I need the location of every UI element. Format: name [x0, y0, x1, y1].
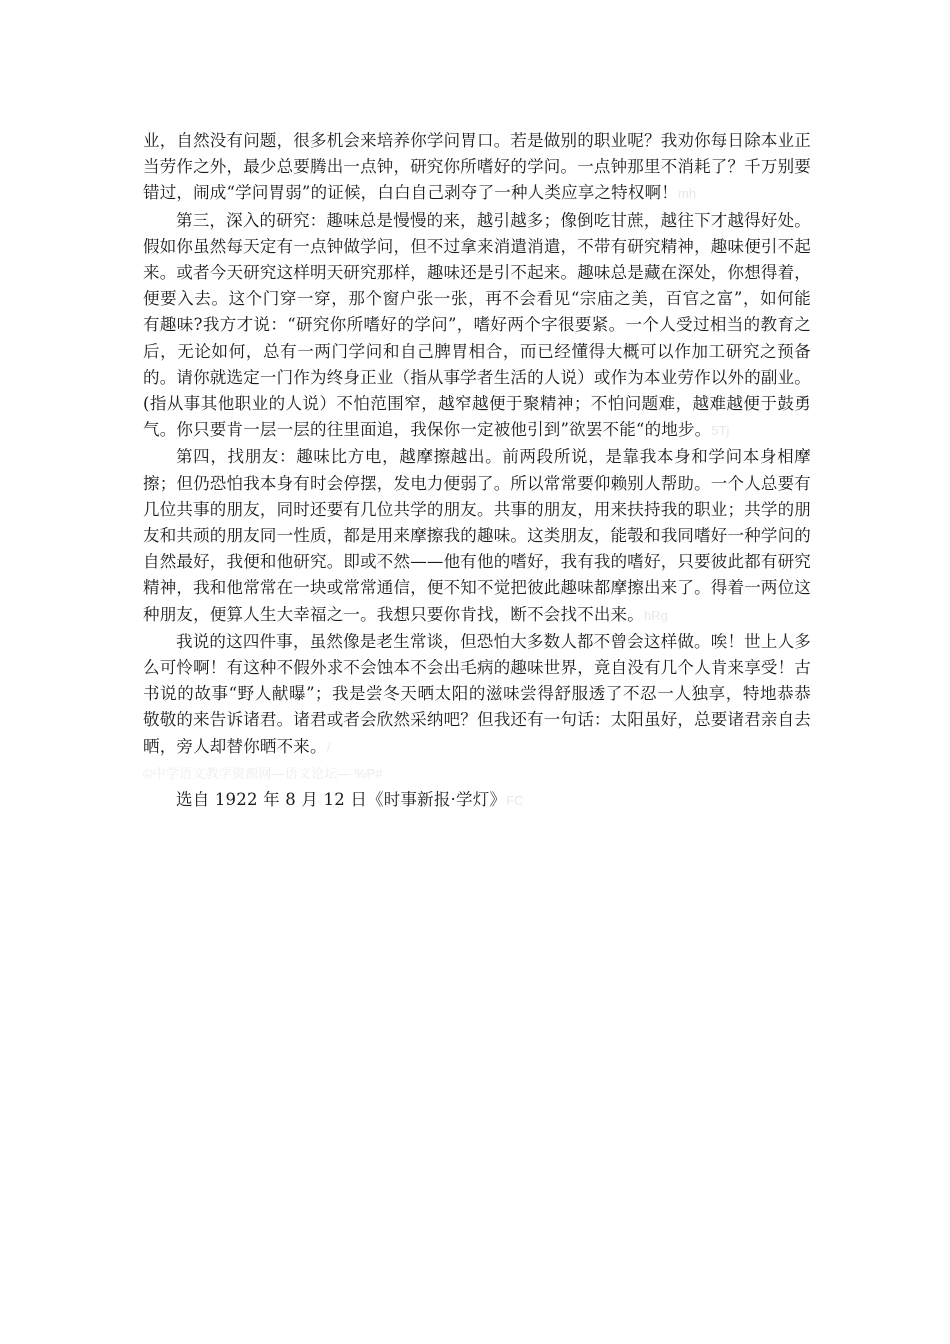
watermark-fragment: FC: [506, 793, 524, 809]
paragraph-text: 第四，找朋友：趣味比方电，越摩擦越出。前两段所说，是靠我本身和学问本身相摩擦；但仍恐怕我本身有时会停摆，发电力便弱了。所以常常要仰赖别人帮助。一个人总要有几位共事的朋友，同时还要有几位共学的朋友。共事的朋友，用来扶持我的职业；共学的朋友和共顽的朋友同一性质，都是用来摩擦我的趣味。这类朋友，能彀和我同嗜好一种学问的自然最好，我便和他研究。即或不然——他有他的嗜好，我有我的嗜好，只要彼此都有研究精神，我和他常常在一块或常常通信，便不知不觉把彼此趣味都摩擦出来了。得着一两位这种朋友，便算人生大幸福之一。我想只要你肯找，断不会找不出来。: [143, 447, 811, 624]
paragraph-text: 业，自然没有问题，很多机会来培养你学问胃口。若是做别的职业呢？我劝你每日除本业正当劳作之外，最少总要腾出一点钟，研究你所嗜好的学问。一点钟那里不消耗了？千万别要错过，闹成“学问胃弱”的证候，白白自己剥夺了一种人类应享之特权啊！: [143, 131, 811, 203]
paragraph-text: 第三，深入的研究：趣味总是慢慢的来，越引越多；像倒吃甘蔗，越往下才越得好处。假如你虽然每天定有一点钟做学问，但不过拿来消遣消遣，不带有研究精神，趣味便引不起来。或者今天研究这样明天研究那样，趣味还是引不起来。趣味总是藏在深处，你想得着，便要入去。这个门穿一穿，那个窗户张一张，再不会看见“宗庙之美，百官之富”，如何能有趣味?我方才说：“研究你所嗜好的学问”，嗜好两个字很要紧。一个人受过相当的教育之后，无论如何，总有一两门学问和自己脾胃相合，而已经懂得大概可以作加工研究之预备的。请你就选定一门作为终身正业（指从事学者生活的人说）或作为本业劳作以外的副业。(指从事其他职业的人说）不怕范围窄，越窄越便于聚精神；不怕问题难，越难越便于鼓勇气。你只要肯一层一层的往里面追，我保你一定被他引到”欲罢不能“的地步。: [143, 210, 811, 440]
paragraph-continuation: [143, 128, 811, 208]
watermark-fragment: 5Tj: [711, 423, 730, 439]
watermark-line: ©中学语文教学资源网—语文论坛— %P#: [143, 765, 383, 781]
paragraph-fourth-point: [143, 444, 811, 628]
article-body: [143, 128, 811, 814]
paragraph-conclusion: [143, 629, 811, 761]
watermark-fragment: /: [326, 739, 331, 755]
watermark-fragment: hRg: [644, 607, 668, 623]
paragraph-text: 我说的这四件事，虽然像是老生常谈，但恐怕大多数人都不曾会这样做。唉！世上人多么可怜啊！有这种不假外求不会蚀本不会出毛病的趣味世界，竟自没有几个人肯来享受！古书说的故事“野人献曝”；我是尝冬天晒太阳的滋味尝得舒服透了不忍一人独享，特地恭恭敬敬的来告诉诸君。诸君或者会欣然采纳吧？但我还有一句话：太阳虽好，总要诸君亲自去晒，旁人却替你晒不来。: [143, 631, 811, 756]
watermark-fragment: mh: [677, 186, 697, 202]
paragraph-third-point: [143, 208, 811, 445]
source-text: 选自 1922 年 8 月 12 日《时事新报·学灯》: [176, 790, 507, 810]
source-citation: [143, 787, 811, 814]
